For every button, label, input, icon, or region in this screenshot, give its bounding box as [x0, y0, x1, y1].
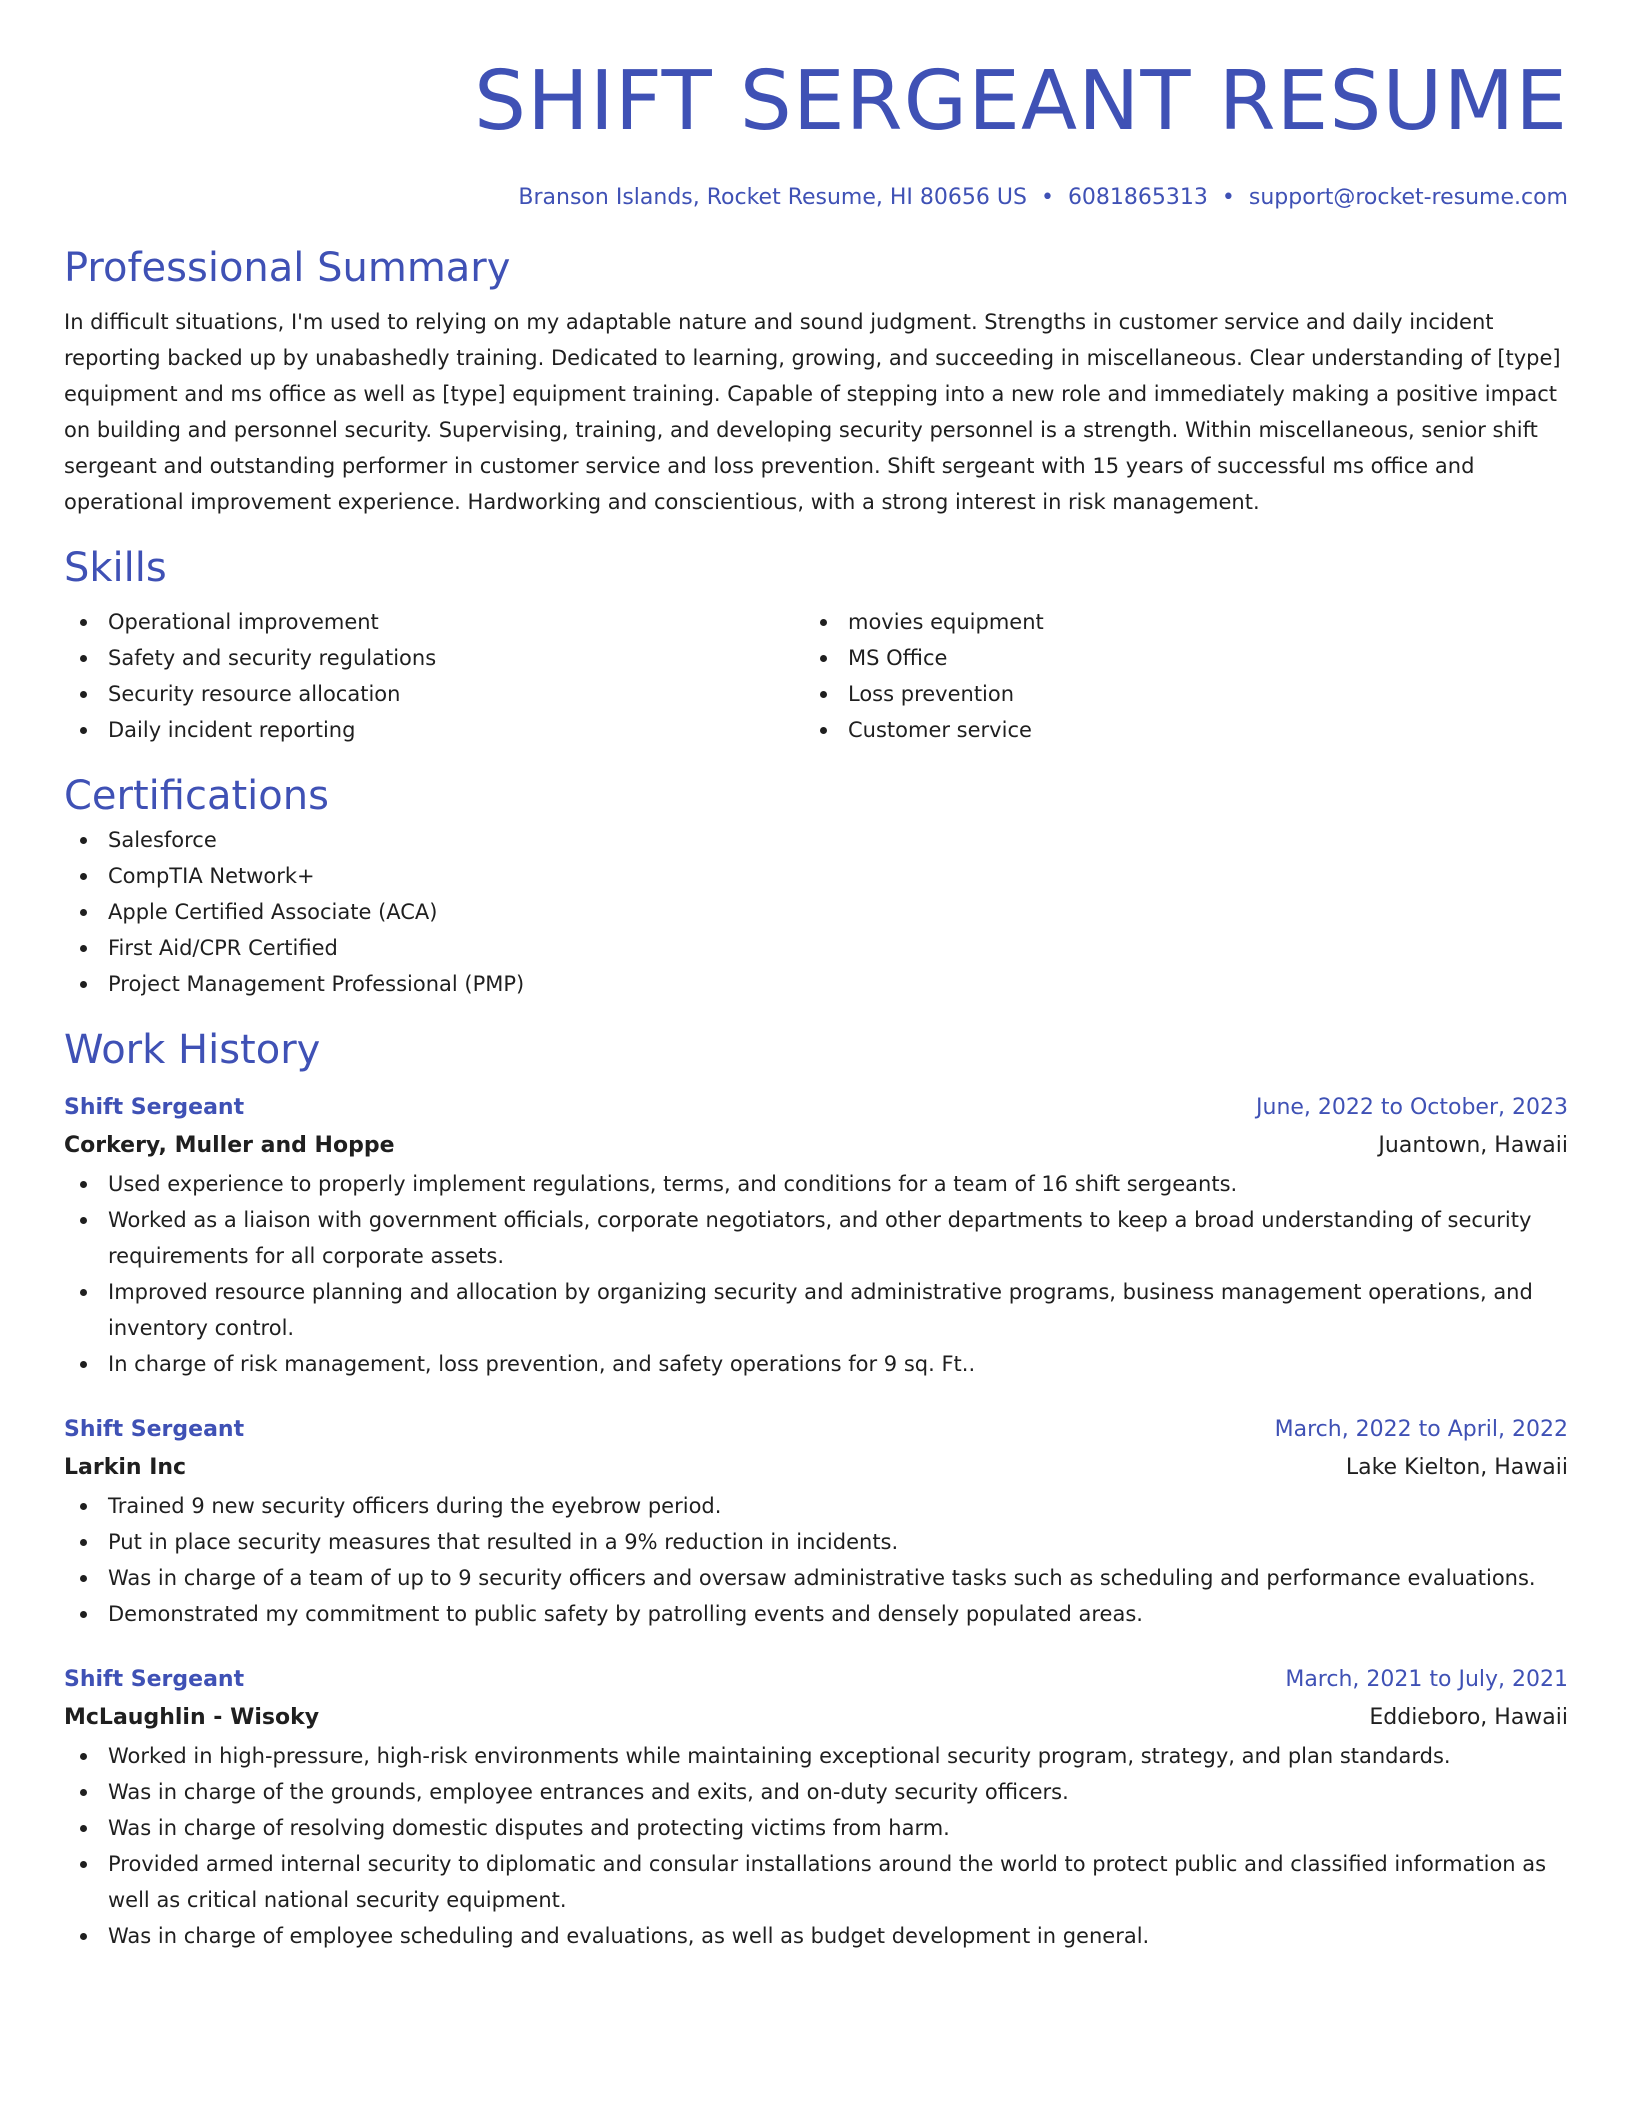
bullet-dot-icon — [80, 909, 87, 916]
certifications-heading: Certifications — [64, 773, 329, 819]
certification-item-text: First Aid/CPR Certified — [108, 936, 338, 960]
job-dates: March, 2022 to April, 2022 — [1274, 1417, 1568, 1442]
skill-item-text: movies equipment — [848, 610, 1044, 634]
job-duty-item-text: Was in charge of a team of up to 9 security officers and oversaw administrative tasks such as scheduling and performance evaluations. — [108, 1566, 1536, 1590]
skill-item — [64, 604, 804, 640]
job-entry — [64, 1662, 1568, 1954]
job-duties-list — [64, 1166, 1568, 1382]
job-duties-list — [64, 1488, 1568, 1632]
contact-email: support@rocket-resume.com — [1248, 185, 1568, 210]
job-duty-item-text: In charge of risk management, loss prevention, and safety operations for 9 sq. Ft.. — [108, 1352, 976, 1376]
skills-heading: Skills — [64, 545, 167, 591]
bullet-dot-icon — [80, 1217, 87, 1224]
job-dates: March, 2021 to July, 2021 — [1285, 1667, 1568, 1692]
job-duty-item-text: Put in place security measures that resulted in a 9% reduction in incidents. — [108, 1530, 899, 1554]
skills-list-right — [804, 604, 1544, 748]
job-duty-item — [64, 1274, 1568, 1346]
bullet-dot-icon — [80, 1539, 87, 1546]
job-company-row — [64, 1126, 1568, 1166]
skills-grid — [64, 604, 1568, 748]
skill-item-text: Operational improvement — [108, 610, 379, 634]
job-duty-item-text: Demonstrated my commitment to public safety by patrolling events and densely populated areas. — [108, 1602, 1143, 1626]
certifications-list — [64, 822, 1568, 1002]
skills-list-left — [64, 604, 804, 748]
resume-name: SHIFT SERGEANT RESUME — [474, 54, 1568, 149]
job-duty-item — [64, 1488, 1568, 1524]
bullet-dot-icon — [80, 1861, 87, 1868]
contact-line — [64, 182, 1568, 214]
job-duty-item-text: Was in charge of the grounds, employee entrances and exits, and on-duty security officers. — [108, 1780, 1069, 1804]
job-company: Larkin Inc — [64, 1455, 187, 1480]
bullet-dot-icon — [80, 1825, 87, 1832]
job-duty-item-text: Used experience to properly implement regulations, terms, and conditions for a team of 16 shift sergeants. — [108, 1172, 1238, 1196]
bullet-dot-icon — [80, 1289, 87, 1296]
job-duty-item-text: Improved resource planning and allocation by organizing security and administrative programs, business management operations, and inventory control. — [108, 1280, 1533, 1340]
bullet-dot-icon — [80, 619, 87, 626]
bullet-dot-icon — [80, 1789, 87, 1796]
job-duties-list — [64, 1738, 1568, 1954]
bullet-dot-icon — [80, 945, 87, 952]
bullet-dot-icon — [820, 727, 827, 734]
bullet-dot-icon — [80, 1753, 87, 1760]
certification-item-text: Apple Certified Associate (ACA) — [108, 900, 438, 924]
bullet-dot-icon — [80, 1575, 87, 1582]
resume-header — [64, 52, 1568, 214]
skills-column-right — [804, 604, 1544, 748]
skill-item-text: Safety and security regulations — [108, 646, 437, 670]
job-duty-item — [64, 1774, 1568, 1810]
job-title-row — [64, 1090, 1568, 1126]
bullet-dot-icon — [820, 619, 827, 626]
job-duty-item-text: Was in charge of employee scheduling and evaluations, as well as budget development in general. — [108, 1924, 1150, 1948]
summary-heading: Professional Summary — [64, 245, 511, 291]
bullet-dot-icon — [80, 981, 87, 988]
skill-item-text: Daily incident reporting — [108, 718, 356, 742]
bullet-dot-icon — [80, 727, 87, 734]
summary-text: In difficult situations, I'm used to relying on my adaptable nature and sound judgment. Strengths in customer service and daily incident reporting backed up by unabashedly training. Dedicated to learning, growing, and succeeding in miscellaneous. Clear understanding of [type] equipment and ms office as well as [type] equipment training. Capable of stepping into a new role and immediately making a positive impact on building and personnel security. Supervising, training, and developing security personnel is a strength. Within miscellaneous, senior shift sergeant and outstanding performer in customer service and loss prevention. Shift sergeant with 15 years of successful ms office and operational improvement experience. Hardworking and conscientious, with a strong interest in risk management. — [64, 310, 1561, 514]
job-location: Juantown, Hawaii — [1378, 1133, 1568, 1158]
job-entry — [64, 1412, 1568, 1632]
contact-separator: • — [1221, 185, 1235, 210]
skill-item-text: MS Office — [848, 646, 948, 670]
job-duty-item-text: Worked as a liaison with government officials, corporate negotiators, and other departments to keep a broad understanding of security requirements for all corporate assets. — [108, 1208, 1532, 1268]
skills-column-left — [64, 604, 804, 748]
skill-item — [64, 712, 804, 748]
skill-item — [804, 676, 1544, 712]
bullet-dot-icon — [80, 1361, 87, 1368]
work-history-heading: Work History — [64, 1027, 321, 1073]
certification-item — [64, 822, 1568, 858]
certification-item-text: Salesforce — [108, 828, 217, 852]
certification-item — [64, 966, 1568, 1002]
job-duty-item — [64, 1560, 1568, 1596]
skill-item-text: Loss prevention — [848, 682, 1015, 706]
job-duty-item — [64, 1738, 1568, 1774]
job-duty-item — [64, 1810, 1568, 1846]
certification-item-text: Project Management Professional (PMP) — [108, 972, 525, 996]
job-title: Shift Sergeant — [64, 1667, 245, 1692]
skill-item — [64, 676, 804, 712]
bullet-dot-icon — [80, 1503, 87, 1510]
skill-item — [804, 712, 1544, 748]
certification-item-text: CompTIA Network+ — [108, 864, 315, 888]
job-dates: June, 2022 to October, 2023 — [1256, 1095, 1568, 1120]
job-company: McLaughlin - Wisoky — [64, 1705, 320, 1730]
job-duty-item — [64, 1346, 1568, 1382]
bullet-dot-icon — [80, 1611, 87, 1618]
contact-address: Branson Islands, Rocket Resume, HI 80656 US — [518, 185, 1027, 210]
job-company: Corkery, Muller and Hoppe — [64, 1133, 395, 1158]
bullet-dot-icon — [820, 691, 827, 698]
job-company-row — [64, 1698, 1568, 1738]
job-entry — [64, 1090, 1568, 1382]
skill-item — [804, 604, 1544, 640]
job-duty-item — [64, 1524, 1568, 1560]
bullet-dot-icon — [820, 655, 827, 662]
skill-item-text: Security resource allocation — [108, 682, 401, 706]
bullet-dot-icon — [80, 655, 87, 662]
job-duty-item-text: Provided armed internal security to diplomatic and consular installations around the world to protect public and classified information as well as critical national security equipment. — [108, 1852, 1547, 1912]
bullet-dot-icon — [80, 873, 87, 880]
bullet-dot-icon — [80, 1181, 87, 1188]
skill-item-text: Customer service — [848, 718, 1032, 742]
job-duty-item-text: Worked in high-pressure, high-risk environments while maintaining exceptional security program, strategy, and plan standards. — [108, 1744, 1451, 1768]
job-duty-item-text: Was in charge of resolving domestic disputes and protecting victims from harm. — [108, 1816, 950, 1840]
job-company-row — [64, 1448, 1568, 1488]
skill-item — [64, 640, 804, 676]
skill-item — [804, 640, 1544, 676]
certification-item — [64, 858, 1568, 894]
job-duty-item — [64, 1918, 1568, 1954]
job-duty-item — [64, 1596, 1568, 1632]
job-duty-item — [64, 1846, 1568, 1918]
job-location: Eddieboro, Hawaii — [1369, 1705, 1568, 1730]
bullet-dot-icon — [80, 837, 87, 844]
certification-item — [64, 894, 1568, 930]
job-title: Shift Sergeant — [64, 1417, 245, 1442]
job-duty-item — [64, 1166, 1568, 1202]
job-duty-item — [64, 1202, 1568, 1274]
contact-phone: 6081865313 — [1067, 185, 1208, 210]
job-title-row — [64, 1412, 1568, 1448]
work-history-list — [64, 1090, 1568, 1954]
job-title: Shift Sergeant — [64, 1095, 245, 1120]
certification-item — [64, 930, 1568, 966]
job-duty-item-text: Trained 9 new security officers during the eyebrow period. — [108, 1494, 722, 1518]
bullet-dot-icon — [80, 1933, 87, 1940]
job-location: Lake Kielton, Hawaii — [1345, 1455, 1568, 1480]
bullet-dot-icon — [80, 691, 87, 698]
contact-separator: • — [1040, 185, 1054, 210]
job-title-row — [64, 1662, 1568, 1698]
